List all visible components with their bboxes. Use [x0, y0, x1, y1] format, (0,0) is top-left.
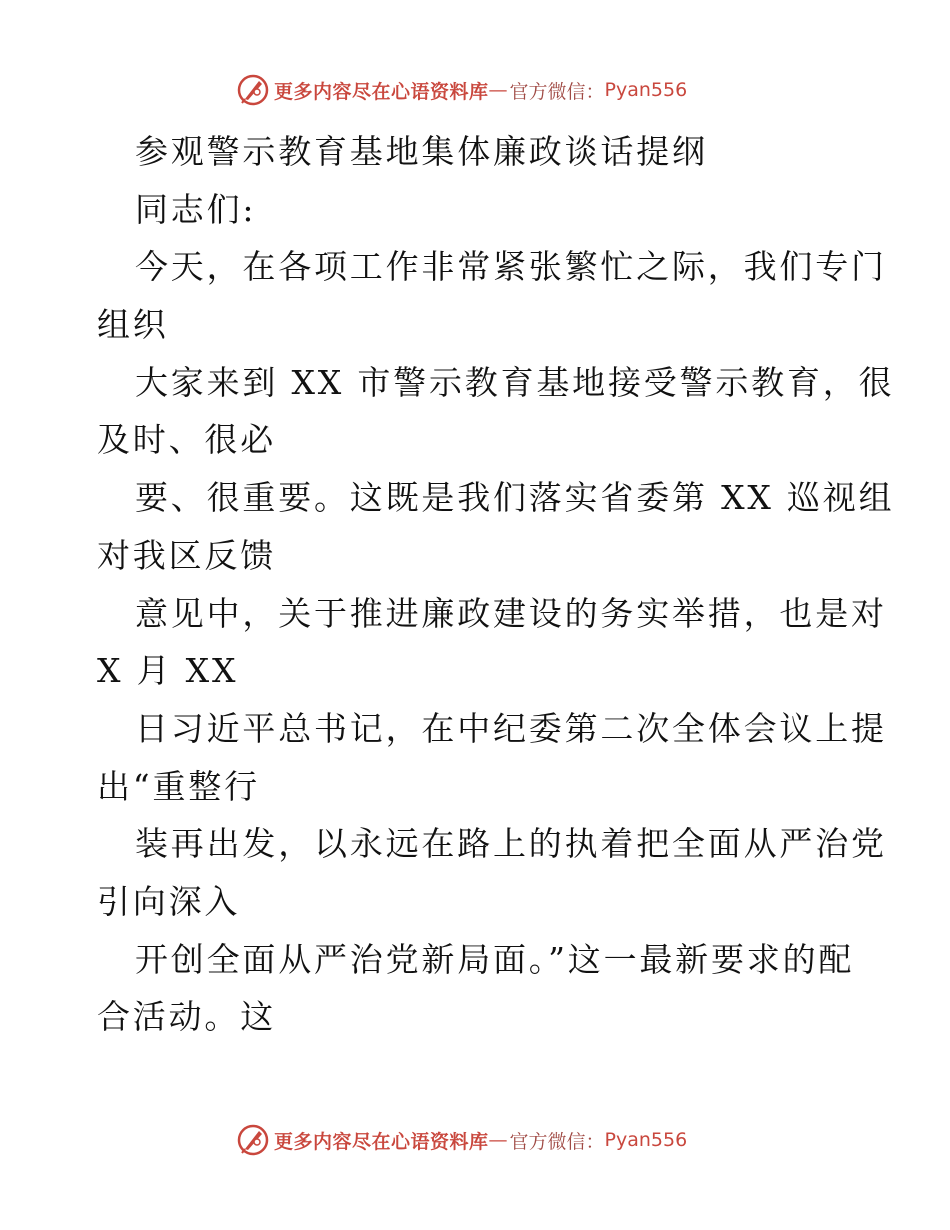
footer-watermark-banner [236, 1122, 687, 1158]
paragraph-line: X 月 XX [97, 651, 239, 691]
document-title: 参观警示教育基地集体廉政谈话提纲 [135, 132, 708, 171]
paragraph-line: 及时、很必 [97, 420, 276, 460]
document-body [97, 123, 895, 1046]
paragraph-line: 今天，在各项工作非常紧张繁忙之际，我们专门 [135, 247, 887, 287]
feather-pen-logo-icon [236, 73, 270, 107]
feather-pen-logo-icon [236, 1123, 270, 1157]
paragraph-line: 意见中，关于推进廉政建设的务实举措，也是对 [135, 593, 887, 633]
banner-separator: — [488, 1129, 508, 1151]
paragraph-line: 组织 [97, 305, 169, 345]
paragraph-line: 引向深入 [97, 881, 241, 921]
paragraph-line: 开创全面从严治党新局面。”这一最新要求的配 [135, 939, 855, 979]
paragraph-line: 对我区反馈 [97, 535, 276, 575]
paragraph-line: 要、很重要。这既是我们落实省委第 XX 巡视组 [135, 478, 895, 518]
header-watermark-banner [236, 72, 687, 108]
paragraph-line: 大家来到 XX 市警示教育基地接受警示教育，很 [135, 362, 895, 402]
banner-title: 更多内容尽在心语资料库 [274, 80, 489, 103]
banner-wechat-id: Pyan556 [604, 79, 688, 101]
banner-label: 官方微信： [509, 80, 605, 103]
paragraph-line: 装再出发，以永远在路上的执着把全面从严治党 [135, 824, 887, 864]
paragraph-line: 出“重整行 [97, 766, 260, 806]
banner-separator: — [488, 79, 508, 101]
banner-wechat-id: Pyan556 [604, 1129, 688, 1151]
paragraph-line: 日习近平总书记，在中纪委第二次全体会议上提 [135, 708, 887, 748]
banner-title: 更多内容尽在心语资料库 [274, 1130, 489, 1153]
banner-label: 官方微信： [509, 1130, 605, 1153]
salutation: 同志们: [135, 189, 257, 229]
paragraph-line: 合活动。这 [97, 997, 276, 1037]
